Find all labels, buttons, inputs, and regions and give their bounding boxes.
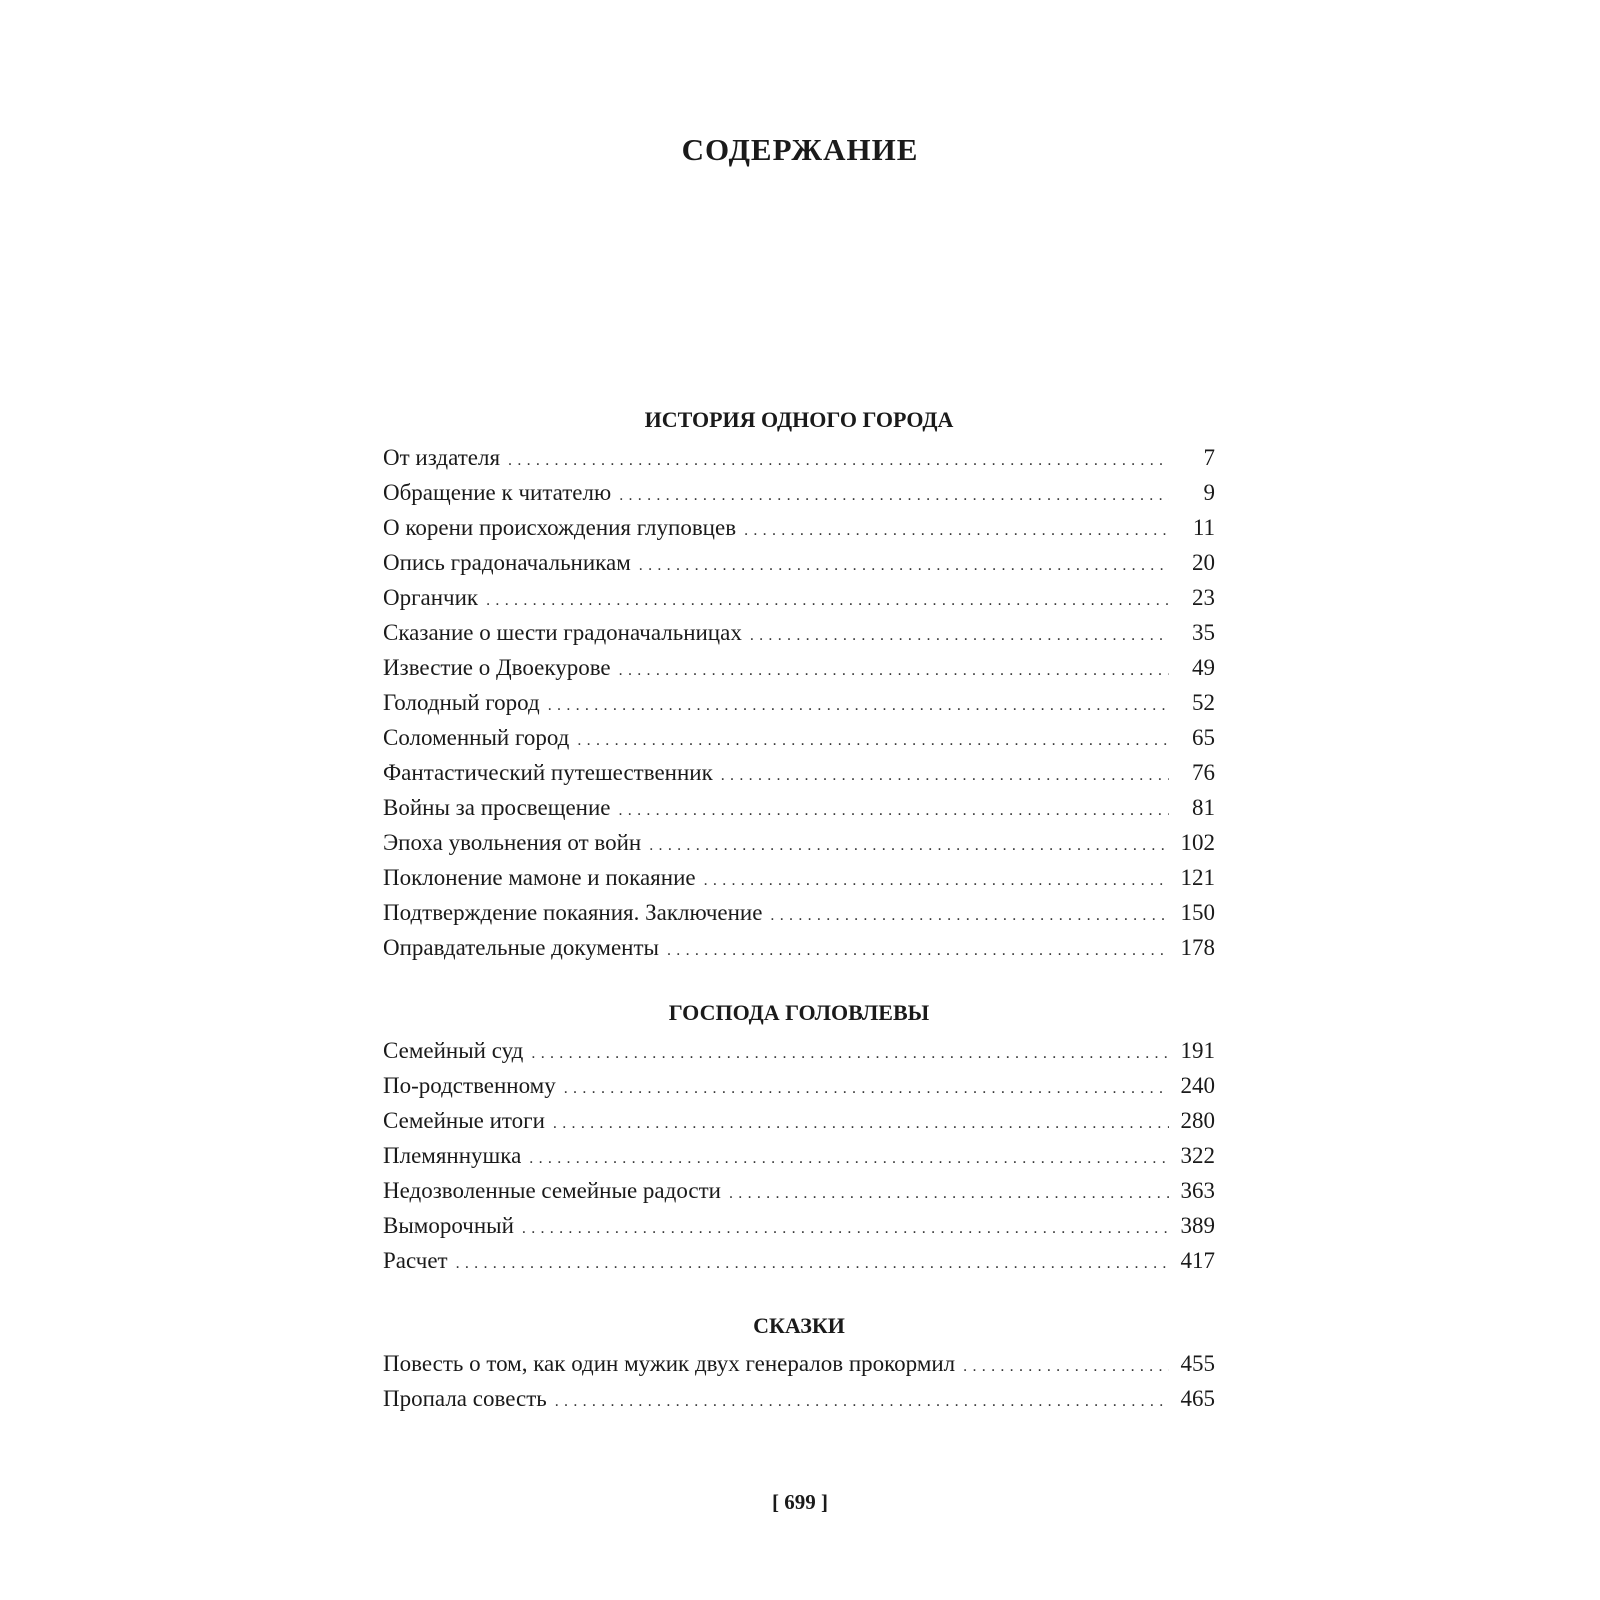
entry-page-number: 121 (1180, 865, 1215, 890)
entry-title: Племяннушка (383, 1143, 522, 1168)
section-heading: ИСТОРИЯ ОДНОГО ГОРОДА (644, 407, 954, 432)
dot-leader (531, 1036, 1169, 1071)
toc-entry (383, 720, 1215, 755)
entry-page-number: 280 (1180, 1108, 1215, 1133)
toc-entry (383, 930, 1215, 965)
dot-leader (744, 513, 1169, 548)
dot-leader (649, 828, 1169, 863)
entry-title: Эпоха увольнения от войн (383, 830, 642, 855)
entry-title: Войны за просвещение (383, 795, 611, 820)
section-heading: СКАЗКИ (753, 1313, 845, 1338)
dot-leader (529, 1141, 1169, 1176)
dot-leader (555, 1384, 1169, 1419)
toc-entry (383, 650, 1215, 685)
entry-page-number: 455 (1180, 1351, 1215, 1376)
dot-leader (619, 653, 1169, 688)
toc-entry (383, 580, 1215, 615)
toc-entry (383, 1068, 1215, 1103)
dot-leader (639, 548, 1169, 583)
entry-title: Выморочный (383, 1213, 514, 1238)
dot-leader (704, 863, 1169, 898)
entry-page-number: 178 (1180, 935, 1215, 960)
dot-leader (486, 583, 1169, 618)
entry-page-number: 7 (1203, 445, 1215, 470)
dot-leader (618, 793, 1169, 828)
dot-leader (508, 443, 1169, 478)
entry-page-number: 465 (1180, 1386, 1215, 1411)
toc-entry (383, 825, 1215, 860)
table-of-contents (383, 400, 1215, 1444)
entry-page-number: 191 (1180, 1038, 1215, 1063)
dot-leader (456, 1246, 1169, 1281)
entry-page-number: 150 (1180, 900, 1215, 925)
entry-title: О корени происхождения глуповцев (383, 515, 737, 540)
toc-entry (383, 1208, 1215, 1243)
toc-entry (383, 615, 1215, 650)
dot-leader (553, 1106, 1169, 1141)
entry-title: Поклонение мамоне и покаяние (383, 865, 696, 890)
toc-entry (383, 440, 1215, 475)
entry-page-number: 20 (1192, 550, 1215, 575)
dot-leader (548, 688, 1169, 723)
entry-title: Соломенный город (383, 725, 570, 750)
page-number: [ 699 ] (772, 1490, 828, 1514)
entry-page-number: 322 (1180, 1143, 1215, 1168)
entry-page-number: 81 (1192, 795, 1215, 820)
toc-entry (383, 510, 1215, 545)
entry-title: Семейные итоги (383, 1108, 545, 1133)
entry-page-number: 23 (1192, 585, 1215, 610)
toc-entry (383, 895, 1215, 930)
toc-entry (383, 685, 1215, 720)
entry-title: Известие о Двоекурове (383, 655, 611, 680)
entry-title: Пропала совесть (383, 1386, 547, 1411)
entry-page-number: 49 (1192, 655, 1215, 680)
section-heading: ГОСПОДА ГОЛОВЛЕВЫ (668, 1000, 930, 1025)
entry-page-number: 76 (1192, 760, 1215, 785)
dot-leader (667, 933, 1169, 968)
dot-leader (564, 1071, 1169, 1106)
entry-title: Фантастический путешественник (383, 760, 713, 785)
toc-entry (383, 860, 1215, 895)
toc-entry (383, 475, 1215, 510)
entry-page-number: 363 (1180, 1178, 1215, 1203)
entry-title: Семейный суд (383, 1038, 524, 1063)
toc-entry (383, 1346, 1215, 1381)
dot-leader (577, 723, 1169, 758)
entry-page-number: 65 (1192, 725, 1215, 750)
entry-page-number: 240 (1180, 1073, 1215, 1098)
entry-title: Недозволенные семейные радости (383, 1178, 721, 1203)
toc-section (383, 1306, 1215, 1416)
entry-title: Оправдательные документы (383, 935, 659, 960)
entry-page-number: 417 (1180, 1248, 1215, 1273)
toc-entry (383, 1103, 1215, 1138)
entry-title: Органчик (383, 585, 479, 610)
entry-title: Повесть о том, как один мужик двух генералов прокормил (383, 1351, 956, 1376)
toc-entry (383, 755, 1215, 790)
toc-section (383, 400, 1215, 965)
toc-entry (383, 1033, 1215, 1068)
entry-page-number: 389 (1180, 1213, 1215, 1238)
dot-leader (770, 898, 1169, 933)
entry-title: Голодный город (383, 690, 540, 715)
dot-leader (619, 478, 1169, 513)
entry-page-number: 52 (1192, 690, 1215, 715)
toc-entry (383, 545, 1215, 580)
entry-title: От издателя (383, 445, 501, 470)
entry-page-number: 102 (1180, 830, 1215, 855)
dot-leader (721, 758, 1169, 793)
entry-title: Сказание о шести градоначальницах (383, 620, 742, 645)
toc-entry (383, 1381, 1215, 1416)
dot-leader (750, 618, 1169, 653)
entry-title: По-родственному (383, 1073, 556, 1098)
page-title: СОДЕРЖАНИЕ (681, 132, 919, 167)
toc-section (383, 993, 1215, 1278)
dot-leader (729, 1176, 1169, 1211)
entry-page-number: 11 (1192, 515, 1215, 540)
toc-entry (383, 1173, 1215, 1208)
entry-title: Подтверждение покаяния. Заключение (383, 900, 763, 925)
entry-title: Расчет (383, 1248, 448, 1273)
dot-leader (963, 1349, 1169, 1384)
toc-entry (383, 1243, 1215, 1278)
dot-leader (522, 1211, 1169, 1246)
entry-title: Обращение к читателю (383, 480, 612, 505)
entry-page-number: 9 (1203, 480, 1215, 505)
toc-entry (383, 790, 1215, 825)
entry-page-number: 35 (1192, 620, 1215, 645)
entry-title: Опись градоначальникам (383, 550, 631, 575)
toc-entry (383, 1138, 1215, 1173)
